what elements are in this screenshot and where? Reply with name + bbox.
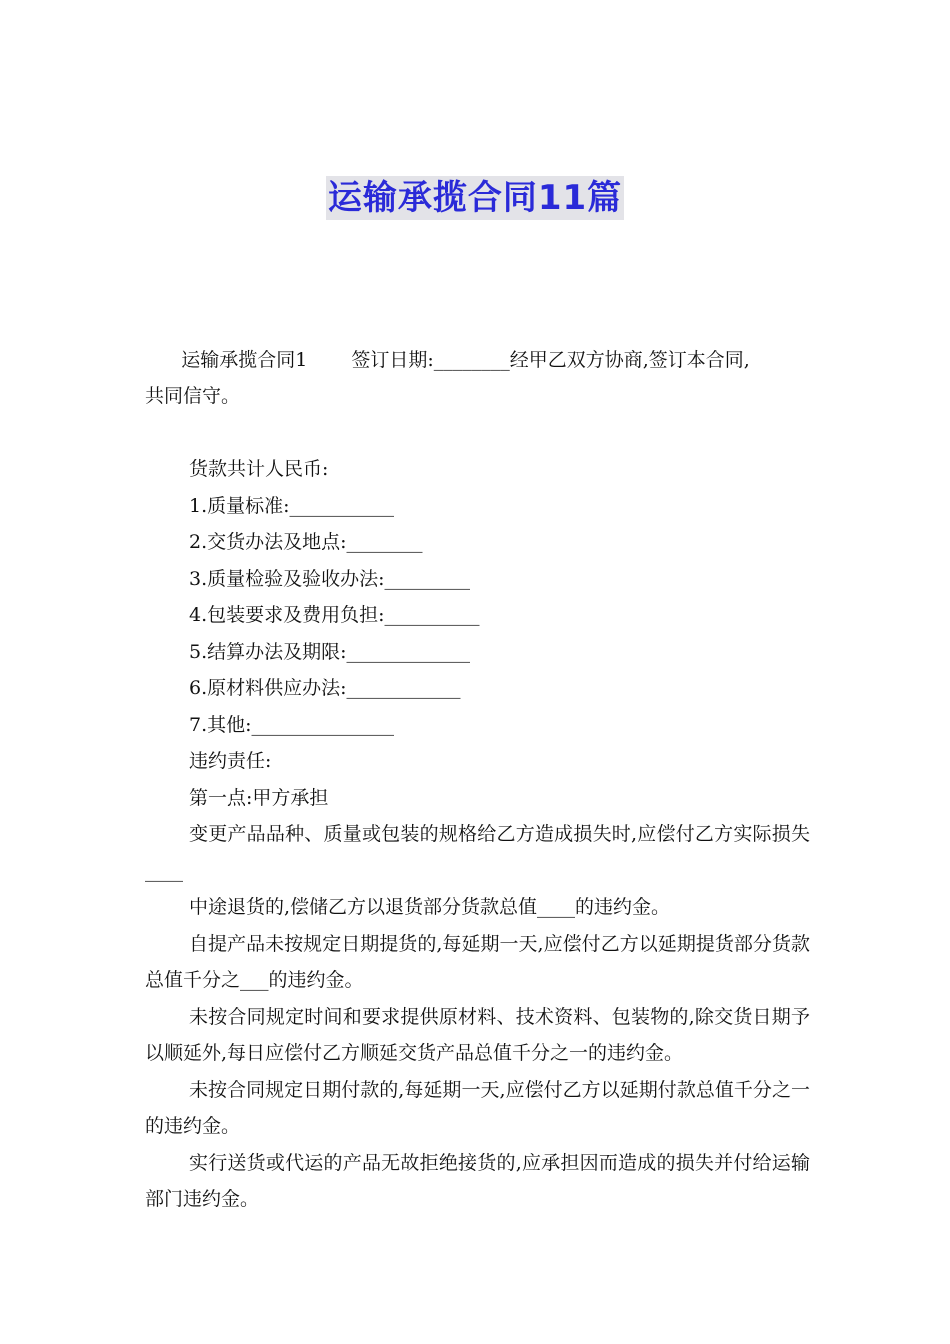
clause-delivery-method: 2.交货办法及地点:________ — [189, 531, 423, 553]
document-body — [145, 305, 810, 1218]
clause-quality-standard: 1.质量标准:___________ — [189, 494, 395, 517]
liability-item-5: 未按合同规定日期付款的,每延期一天,应偿付乙方以延期付款总值千分之一的违约金。 — [145, 1078, 810, 1137]
clause-raw-materials: 6.原材料供应办法:____________ — [189, 677, 461, 699]
clause-settlement: 5.结算办法及期限:_____________ — [189, 640, 471, 663]
liability-item-6: 实行送货或代运的产品无故拒绝接货的,应承担因而造成的损失并付给运输部门违约金。 — [145, 1151, 810, 1210]
signing-date-line: 签订日期:________经甲乙双方协商,签订本合同, — [351, 348, 750, 371]
clause-inspection: 3.质量检验及验收办法:_________ — [189, 567, 471, 590]
intro-first-line — [181, 349, 750, 371]
liability-heading: 违约责任: — [189, 750, 272, 772]
payment-total: 货款共计人民币: — [189, 458, 329, 480]
intro-paragraph — [145, 305, 810, 451]
clause-other: 7.其他:_______________ — [189, 713, 395, 736]
contract-heading: 运输承揽合同1 — [181, 348, 308, 371]
liability-item-2: 中途退货的,偿储乙方以退货部分货款总值____的违约金。 — [189, 896, 671, 918]
clause-packaging: 4.包装要求及费用负担:__________ — [189, 604, 480, 626]
title-container — [0, 176, 950, 220]
liability-item-1: 变更产品品种、质量或包装的规格给乙方造成损失时,应偿付乙方实际损失____ — [145, 823, 810, 882]
intro-second-line: 共同信守。 — [145, 385, 241, 407]
document-title: 运输承揽合同11篇 — [327, 178, 623, 218]
party-a-heading: 第一点:甲方承担 — [189, 786, 329, 809]
liability-item-4: 未按合同规定时间和要求提供原材料、技术资料、包装物的,除交货日期予以顺延外,每日应偿付乙方顺延交货产品总值千分之一的违约金。 — [145, 1005, 810, 1064]
liability-item-3: 自提产品未按规定日期提货的,每延期一天,应偿付乙方以延期提货部分货款总值千分之___的违约金。 — [145, 932, 810, 991]
